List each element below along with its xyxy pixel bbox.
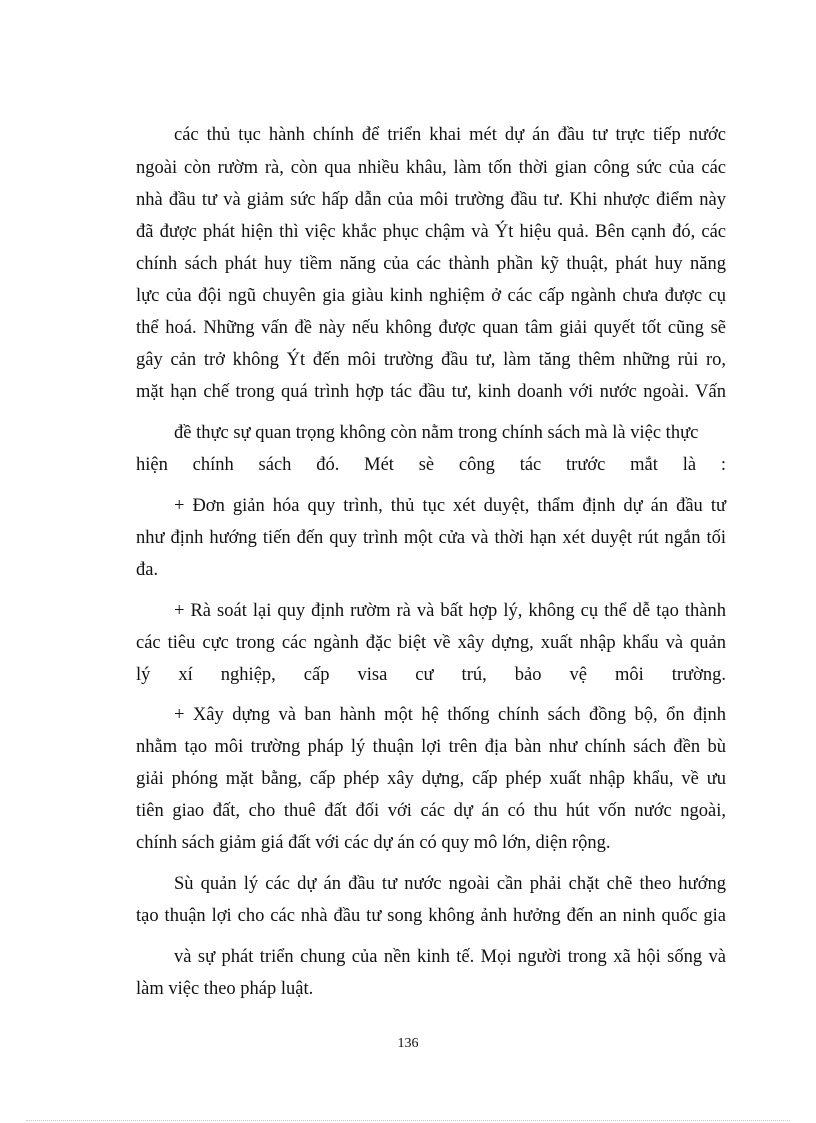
text-line: và sự phát triển chung của nền kinh tế. Mọi người trong xã hội sống và [174, 947, 726, 967]
text-line: mặt hạn chế trong quá trình hợp tác đầu tư, kinh doanh với nước ngoài. Vấn [136, 382, 726, 402]
text-line: làm việc theo pháp luật. [136, 979, 314, 999]
text-line: các tiêu cực trong các ngành đặc biệt về xây dựng, xuất nhập khẩu và quản [136, 633, 726, 653]
text-line: + Xây dựng và ban hành một hệ thống chính sách đồng bộ, ổn định [174, 705, 726, 725]
text-line: tạo thuận lợi cho các nhà đầu tư song không ảnh hưởng đến an ninh quốc gia [136, 906, 726, 926]
text-line: đã được phát hiện thì việc khắc phục chậm và Ýt hiệu quả. Bên cạnh đó, các [136, 222, 726, 242]
text-line: giải phóng mặt bằng, cấp phép xây dựng, cấp phép xuất nhập khẩu, về ưu [136, 769, 726, 789]
text-line: nhà đầu tư và giảm sức hấp dẫn của môi trường đầu tư. Khi nhược điểm này [136, 190, 726, 210]
text-line: + Rà soát lại quy định rườm rà và bất hợp lý, không cụ thể dễ tạo thành [174, 601, 726, 621]
text-line: thể hoá. Những vấn đề này nếu không được quan tâm giải quyết tốt cũng sẽ [136, 318, 726, 338]
page-bottom-rule [26, 1120, 790, 1121]
text-line: đề thực sự quan trọng không còn nằm trong chính sách mà là việc thực [174, 423, 699, 443]
text-line: chính sách phát huy tiềm năng của các thành phần kỹ thuật, phát huy năng [136, 254, 726, 274]
text-line: chính sách giảm giá đất với các dự án có quy mô lớn, diện rộng. [136, 833, 611, 853]
page-number: 136 [397, 1036, 419, 1051]
text-line: như định hướng tiến đến quy trình một cửa và thời hạn xét duyệt rút ngắn tối [136, 528, 726, 548]
text-line: nhằm tạo môi trường pháp lý thuận lợi trên địa bàn như chính sách đền bù [136, 737, 726, 757]
text-line: hiện chính sách đó. Mét sè công tác trước mắt là : [136, 455, 726, 475]
text-line: lý xí nghiệp, cấp visa cư trú, bảo vệ môi trường. [136, 665, 726, 685]
text-line: gây cản trở không Ýt đến môi trường đầu tư, làm tăng thêm những rủi ro, [136, 350, 726, 370]
text-line: + Đơn giản hóa quy trình, thủ tục xét duyệt, thẩm định dự án đầu tư [174, 496, 726, 516]
text-line: các thủ tục hành chính để triển khai mét dự án đầu tư trực tiếp nước [174, 125, 726, 145]
text-line: ngoài còn rườm rà, còn qua nhiều khâu, làm tốn thời gian công sức của các [136, 158, 726, 178]
text-line: tiên giao đất, cho thuê đất đối với các dự án có thu hút vốn nước ngoài, [136, 801, 726, 821]
text-line: Sù quản lý các dự án đầu tư nước ngoài cần phải chặt chẽ theo hướng [174, 874, 726, 894]
text-line: đa. [136, 560, 159, 580]
text-line: lực của đội ngũ chuyên gia giàu kinh nghiệm ở các cấp ngành chưa được cụ [136, 286, 726, 306]
